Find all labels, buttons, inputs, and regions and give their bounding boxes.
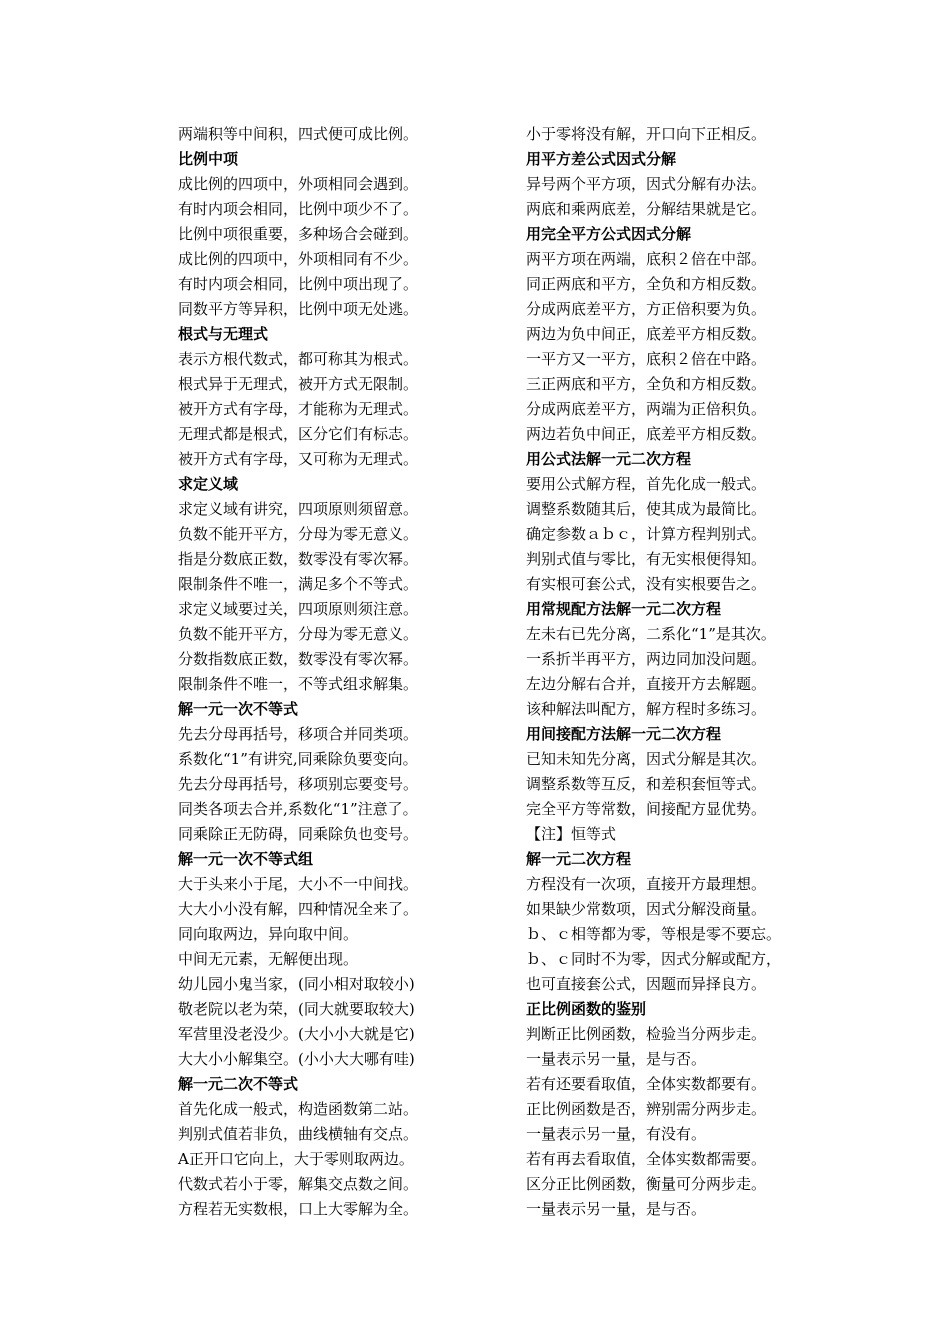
text-line: 成比例的四项中，外项相同会遇到。 [178,175,419,193]
text-line: 同正两底和平方，全负和方相反数。 [526,275,767,293]
text-line: 两底和乘两底差，分解结果就是它。 [526,200,767,218]
left-column [178,122,508,1222]
section-heading: 用完全平方公式因式分解 [526,225,692,243]
text-line: 同数平方等异积，比例中项无处逃。 [178,300,419,318]
text-line: 幼儿园小鬼当家，(同小相对取较小) [178,975,415,993]
text-line: 表示方根代数式，都可称其为根式。 [178,350,419,368]
text-line: 判断正比例函数，检验当分两步走。 [526,1025,767,1043]
text-line: 确定参数ａｂｃ，计算方程判别式。 [526,525,767,543]
text-line: 判别式值与零比，有无实根便得知。 [526,550,767,568]
text-line: 也可直接套公式，因题而异择良方。 [526,975,767,993]
section-heading: 用平方差公式因式分解 [526,150,677,168]
text-line: 调整系数随其后，使其成为最简比。 [526,500,767,518]
text-line: 同类各项去合并,系数化“1”注意了。 [178,800,418,818]
text-line: 正比例函数是否，辨别需分两步走。 [526,1100,767,1118]
text-line: 三正两底和平方，全负和方相反数。 [526,375,767,393]
text-line: 代数式若小于零，解集交点数之间。 [178,1175,419,1193]
text-line: 限制条件不唯一，不等式组求解集。 [178,675,419,693]
section-heading: 用常规配方法解一元二次方程 [526,600,722,618]
text-line: 敬老院以老为荣，(同大就要取较大) [178,1000,415,1018]
text-line: 分成两底差平方，两端为正倍积负。 [526,400,767,418]
text-line: 异号两个平方项，因式分解有办法。 [526,175,767,193]
text-line: 小于零将没有解，开口向下正相反。 [526,125,767,143]
text-line: 有时内项会相同，比例中项少不了。 [178,200,419,218]
text-line: 被开方式有字母，才能称为无理式。 [178,400,419,418]
text-line: 限制条件不唯一，满足多个不等式。 [178,575,419,593]
text-line: 无理式都是根式，区分它们有标志。 [178,425,419,443]
text-line: 求定义域要过关，四项原则须注意。 [178,600,419,618]
text-line: 负数不能开平方，分母为零无意义。 [178,525,419,543]
text-line: 判别式值若非负，曲线横轴有交点。 [178,1125,419,1143]
text-line: A正开口它向上，大于零则取两边。 [178,1150,414,1168]
text-line: 方程没有一次项，直接开方最理想。 [526,875,767,893]
text-line: 成比例的四项中，外项相同有不少。 [178,250,419,268]
text-line: 调整系数等互反，和差积套恒等式。 [526,775,767,793]
text-line: 同乘除正无防碍，同乘除负也变号。 [178,825,419,843]
section-heading: 用间接配方法解一元二次方程 [526,725,722,743]
text-line: ｂ、ｃ同时不为零，因式分解或配方， [526,950,782,968]
text-line: 负数不能开平方，分母为零无意义。 [178,625,419,643]
text-line: 大大小小解集空。(小小大大哪有哇) [178,1050,415,1068]
text-line: 如果缺少常数项，因式分解没商量。 [526,900,767,918]
section-heading: 根式与无理式 [178,325,269,343]
text-line: 一系折半再平方，两边同加没问题。 [526,650,767,668]
text-line: 一量表示另一量，是与否。 [526,1200,707,1218]
text-line: 一量表示另一量，是与否。 [526,1050,707,1068]
text-line: 被开方式有字母，又可称为无理式。 [178,450,419,468]
text-line: 两边为负中间正，底差平方相反数。 [526,325,767,343]
text-line: 有实根可套公式，没有实根要告之。 [526,575,767,593]
text-line: 两平方项在两端，底积２倍在中部。 [526,250,767,268]
right-column [526,122,886,1222]
text-line: 同向取两边，异向取中间。 [178,925,359,943]
text-line: 两边若负中间正，底差平方相反数。 [526,425,767,443]
text-line: 中间无元素，无解便出现。 [178,950,359,968]
text-line: 分成两底差平方，方正倍积要为负。 [526,300,767,318]
section-heading: 比例中项 [178,150,239,168]
section-heading: 用公式法解一元二次方程 [526,450,692,468]
text-line: 有时内项会相同，比例中项出现了。 [178,275,419,293]
text-line: 军营里没老没少。(大小小大就是它) [178,1025,415,1043]
text-line: 求定义域有讲究，四项原则须留意。 [178,500,419,518]
section-heading: 解一元二次不等式 [178,1075,299,1093]
text-line: 大于头来小于尾，大小不一中间找。 [178,875,419,893]
text-line: 要用公式解方程，首先化成一般式。 [526,475,767,493]
text-line: 大大小小没有解，四种情况全来了。 [178,900,419,918]
text-line: 比例中项很重要，多种场合会碰到。 [178,225,419,243]
section-heading: 解一元一次不等式 [178,700,299,718]
text-line: 左边分解右合并，直接开方去解题。 [526,675,767,693]
section-heading: 正比例函数的鉴别 [526,1000,647,1018]
section-heading: 解一元一次不等式组 [178,850,314,868]
section-heading: 解一元二次方程 [526,850,632,868]
section-heading: 求定义域 [178,475,239,493]
text-line: 根式异于无理式，被开方式无限制。 [178,375,419,393]
text-line: 完全平方等常数，间接配方显优势。 [526,800,767,818]
text-line: 方程若无实数根，口上大零解为全。 [178,1200,419,1218]
text-line: 首先化成一般式，构造函数第二站。 [178,1100,419,1118]
text-line: 若有还要看取值，全体实数都要有。 [526,1075,767,1093]
text-line: 若有再去看取值，全体实数都需要。 [526,1150,767,1168]
text-line: 一平方又一平方，底积２倍在中路。 [526,350,767,368]
text-line: 一量表示另一量，有没有。 [526,1125,707,1143]
text-line: 系数化“1”有讲究,同乘除负要变向。 [178,750,418,768]
text-line: 分数指数底正数，数零没有零次幂。 [178,650,419,668]
text-line: 区分正比例函数，衡量可分两步走。 [526,1175,767,1193]
text-line: ｂ、ｃ相等都为零，等根是零不要忘。 [526,925,782,943]
text-line: 先去分母再括号，移项合并同类项。 [178,725,419,743]
text-line: 左未右已先分离，二系化“1”是其次。 [526,625,776,643]
text-line: 【注】恒等式 [526,825,617,843]
text-line: 指是分数底正数，数零没有零次幂。 [178,550,419,568]
text-line: 两端积等中间积，四式便可成比例。 [178,125,419,143]
text-line: 先去分母再括号，移项别忘要变号。 [178,775,419,793]
text-line: 该种解法叫配方，解方程时多练习。 [526,700,767,718]
text-line: 已知未知先分离，因式分解是其次。 [526,750,767,768]
